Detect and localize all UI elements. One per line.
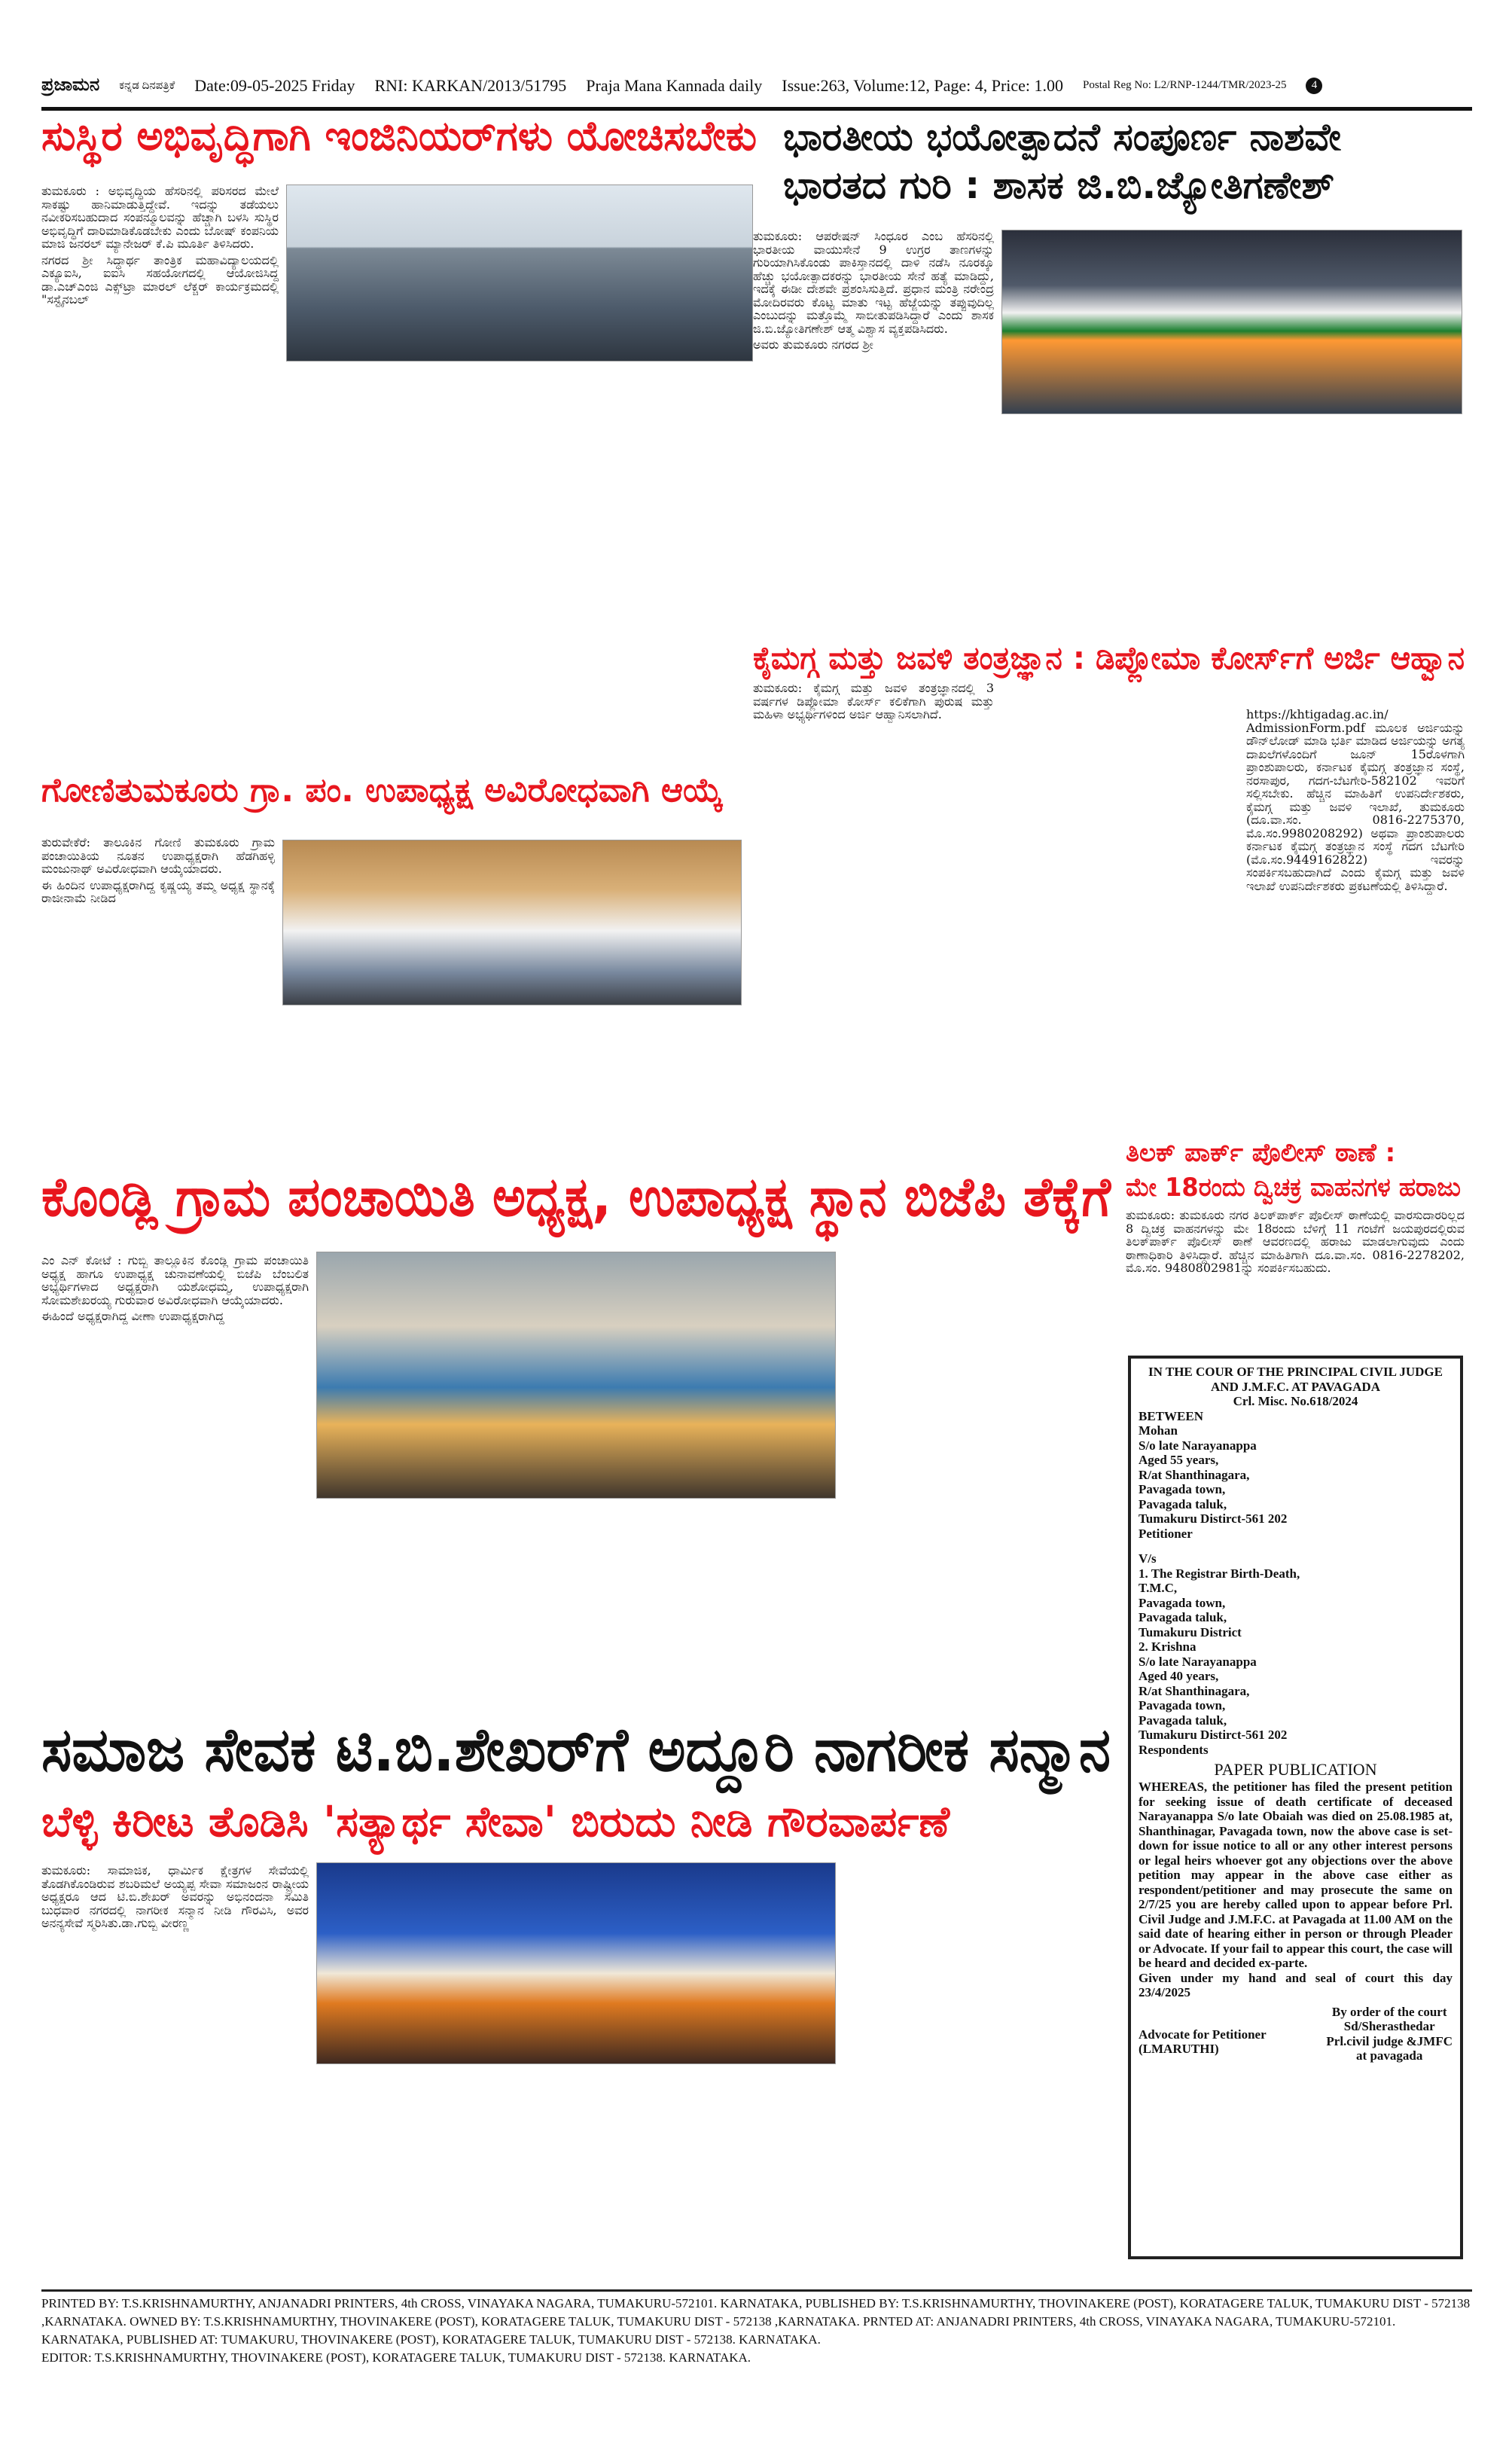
- paragraph: ತುಮಕೂರು: ಸಾಮಾಜಿಕ, ಧಾರ್ಮಿಕ ಕ್ಷೇತ್ರಗಳ ಸೇವೆಯಲ್ಲಿ ತೊಡಗಿಕೊಂಡಿರುವ ಶಬರಿಮಲೆ ಅಯ್ಯಪ್ಪ ಸೇವಾ ಸಮಾಜಂನ ರಾಷ್ಟ್ರೀಯ ಅಧ್ಯಕ್ಷರೂ ಆದ ಟಿ.ಬಿ.ಶೇಖರ್ ಅವರನ್ನು ಅಭಿನಂದನಾ ಸಮಿತಿ ಬುಧವಾರ ನಗರದಲ್ಲಿ ನಾಗರೀಕ ಸನ್ಮಾನ ನೀಡಿ ಗೌರವಿಸಿ, ಅವರ ಅನನ್ಯಸೇವೆ ಸ್ಮರಿಸಿತು.ಡಾ.ಗುಬ್ಬಿ ವೀರಣ್ಣ: [41, 1864, 309, 1930]
- headline-diploma: [753, 640, 1476, 676]
- photo-kondli-felicitation: [316, 1252, 836, 1499]
- line: Prl.civil judge &JMFC: [1326, 2033, 1453, 2048]
- paragraph: ತುಮಕೂರು: ಆಪರೇಷನ್ ಸಿಂಧೂರ ಎಂಬ ಹೆಸರಿನಲ್ಲಿ ಭಾರತೀಯ ವಾಯುಸೇನೆ 9 ಉಗ್ರರ ತಾಣಗಳನ್ನು ಗುರಿಯಾಗಿಸಿಕೊಂಡು ಪಾಕಿಸ್ತಾನದಲ್ಲಿ ದಾಳಿ ನಡೆಸಿ ನೂರಕ್ಕೂ ಹೆಚ್ಚು ಭಯೋತ್ಪಾದಕರನ್ನು ಭಾರತೀಯ ಸೇನೆ ಹತ್ಯೆ ಮಾಡಿದ್ದು, ಇದಕ್ಕೆ ಈಡೀ ದೇಶವೇ ಪ್ರಶಂಸಿಸುತ್ತಿದೆ. ಪ್ರಧಾನ ಮಂತ್ರಿ ನರೇಂದ್ರ ಮೋದಿರವರು ಕೊಟ್ಟ ಮಾತು ಇಟ್ಟ ಹೆಜ್ಜೆಯನ್ನು ತಪ್ಪುವುದಿಲ್ಲ ಎಂಬುದನ್ನು ಮತ್ತೊಮ್ಮೆ ಸಾಬೀತುಪಡಿಸಿದ್ದಾರೆ ಎಂದು ಶಾಸಕ ಜಿ.ಬಿ.ಜ್ಯೋತಿಗಣೇಶ್ ಆತ್ಮ ವಿಶ್ವಾಸ ವ್ಯಕ್ತಪಡಿಸಿದರು.: [753, 230, 994, 336]
- between-label: BETWEEN: [1139, 1408, 1203, 1423]
- headline-goni: [41, 772, 749, 810]
- headline-line: ಭಾರತೀಯ ಭಯೋತ್ಪಾದನೆ ಸಂಪೂರ್ಣ ನಾಶವೇ: [783, 115, 1341, 159]
- line: Pavagada town,: [1139, 1698, 1226, 1713]
- paragraph: ತುಮಕೂರು: ಕೈಮಗ್ಗ ಮತ್ತು ಜವಳಿ ತಂತ್ರಜ್ಞಾನದಲ್ಲಿ 3 ವರ್ಷಗಳ ಡಿಪ್ಲೋಮಾ ಕೋರ್ಸ್ ಕಲಿಕೆಗಾಗಿ ಪುರುಷ ಮತ್ತು ಮಹಿಳಾ ಅಭ್ಯರ್ಥಿಗಳಿಂದ ಅರ್ಜಿ ಆಹ್ವಾನಿಸಲಾಗಿದೆ.: [753, 682, 994, 721]
- issue-info: Issue:263, Volume:12, Page: 4, Price: 1.00: [782, 75, 1064, 95]
- line: Petitioner: [1139, 1526, 1193, 1541]
- tagline: ಕನ್ನಡ ದಿನಪತ್ರಿಕೆ: [119, 79, 175, 92]
- paragraph: ತುಮಕೂರು : ಅಭಿವೃದ್ಧಿಯ ಹೆಸರಿನಲ್ಲಿ ಪರಿಸರದ ಮೇಲೆ ಸಾಕಷ್ಟು ಹಾನಿಮಾಡುತ್ತಿದ್ದೇವೆ. ಇದನ್ನು ತಡೆಯಲು ನವೀಕರಿಸಬಹುದಾದ ಸಂಪನ್ಮೂಲವನ್ನು ಹೆಚ್ಚಾಗಿ ಬಳಸಿ ಸುಸ್ಥಿರ ಅಭಿವೃದ್ಧಿಗೆ ದಾರಿಮಾಡಿಕೊಡಬೇಕು ಎಂದು ಬೋಷ್ ಕಂಪನಿಯ ಮಾಜಿ ಜನರಲ್ ಮ್ಯಾನೇಜರ್ ಕೆ.ಪಿ ಮೂರ್ತಿ ತಿಳಿಸಿದರು.: [41, 185, 279, 251]
- line: 2. Krishna: [1139, 1639, 1196, 1654]
- notice-body: WHEREAS, the petitioner has filed the present petition for seeking issue of death certificate of deceased Narayanappa S/o late Obaiah was died on 25.08.1985 at, Shanthinagar, Pavagada town, now the above case is set-down for issue notice to all or any other interest persons or legal heirs whoever got any objections over the above petition may appear in the above case either as respondent/petitioner and may prosecute the same on 2/7/25 you are hereby called upon to appear before Prl. Civil Judge and J.M.F.C. at Pavagada at 11.00 AM on the said date of hearing either in person or through Pleader or Advocate. If your fail to appear this court, the case will be heard and decided ex-parte.: [1139, 1780, 1453, 1970]
- paragraph: ಈ ಹಿಂದಿನ ಉಪಾಧ್ಯಕ್ಷರಾಗಿದ್ದ ಕೃಷ್ಣಯ್ಯ ತಮ್ಮ ಅಧ್ಯಕ್ಷ ಸ್ಥಾನಕ್ಕೆ ರಾಜೀನಾಮೆ ನೀಡಿದ: [41, 877, 275, 905]
- respondent-block: [1139, 1566, 1453, 1758]
- imprint-footer: [41, 2289, 1472, 2367]
- article-operation-col1: [753, 230, 994, 625]
- line: R/at Shanthinagara,: [1139, 1467, 1250, 1482]
- paper-name: Praja Mana Kannada daily: [586, 75, 763, 95]
- headline-kondli: [41, 1166, 1111, 1228]
- article-tilak-body: [1126, 1209, 1465, 1352]
- editor-line: EDITOR: T.S.KRISHNAMURTHY, THOVINAKERE (POST), KORATAGERE TALUK, TUMAKURU DIST - 572138. KARNATAKA.: [41, 2350, 751, 2365]
- masthead-row: [41, 75, 1322, 96]
- court-order-block: [1326, 2005, 1453, 2063]
- headline-shekhar: [41, 1716, 1111, 1785]
- headline-line: ಭಾರತದ ಗುರಿ : ಶಾಸಕ ಜಿ.ಬಿ.ಜ್ಯೋತಿಗಣೇಶ್: [783, 163, 1335, 207]
- paragraph: ತುಮಕೂರು: ತುಮಕೂರು ನಗರ ತಿಲಕ್‌ಪಾರ್ಕ್ ಪೊಲೀಸ್ ಠಾಣೆಯಲ್ಲಿ ವಾರಸುದಾರರಿಲ್ಲದ 8 ದ್ವಿಚಕ್ರ ವಾಹನಗಳನ್ನು ಮೇ 18ರಂದು ಬೆಳಿಗ್ಗೆ 11 ಗಂಟೆಗೆ ಜಯಪುರದಲ್ಲಿರುವ ತಿಲಕ್‌ಪಾರ್ಕ್ ಪೊಲೀಸ್ ಠಾಣೆ ಆವರಣದಲ್ಲಿ ಹರಾಜು ಮಾಡಲಾಗುವುದು ಎಂದು ಠಾಣಾಧಿಕಾರಿ ತಿಳಿಸಿದ್ದಾರೆ. ಹೆಚ್ಚಿನ ಮಾಹಿತಿಗಾಗಿ ದೂ.ವಾ.ಸಂ. 0816-2278202, ಮೊ.ಸಂ. 9480802981ನ್ನು ಸಂಪರ್ಕಿಸಬಹುದು.: [1126, 1209, 1465, 1275]
- case-number: Crl. Misc. No.618/2024: [1233, 1394, 1358, 1408]
- rni-number: RNI: KARKAN/2013/51795: [374, 75, 567, 95]
- line: Aged 40 years,: [1139, 1669, 1219, 1683]
- paragraph: https://khtigadag.ac.in/ AdmissionForm.pdf ಮೂಲಕ ಅರ್ಜಿಯನ್ನು ಡೌನ್‌ಲೋಡ್ ಮಾಡಿ ಭರ್ತಿ ಮಾಡಿದ ಅರ್ಜಿಯನ್ನು ಅಗತ್ಯ ದಾಖಲೆಗಳೊಂದಿಗೆ ಜೂನ್ 15ರೊಳಗಾಗಿ ಪ್ರಾಂಶುಪಾಲರು, ಕರ್ನಾಟಕ ಕೈಮಗ್ಗ ತಂತ್ರಜ್ಞಾನ ಸಂಸ್ಥೆ, ನರಸಾಪುರ, ಗದಗ-ಬೆಟಗೇರಿ-582102 ಇವರಿಗೆ ಸಲ್ಲಿಸಬೇಕು. ಹೆಚ್ಚಿನ ಮಾಹಿತಿಗೆ ಉಪನಿರ್ದೇಶಕರು, ಕೈಮಗ್ಗ ಮತ್ತು ಜವಳಿ ಇಲಾಖೆ, ತುಮಕೂರು (ದೂ.ವಾ.ಸಂ. 0816-2275370, ಮೊ.ಸಂ.9980208292) ಅಥವಾ ಪ್ರಾಂಶುಪಾಲರು ಕರ್ನಾಟಕ ಕೈಮಗ್ಗ ತಂತ್ರಜ್ಞಾನ ಸಂಸ್ಥೆ ಗದಗ ಬೆಟಗೇರಿ (ಮೊ.ಸಂ.9449162822) ಇವರನ್ನು ಸಂಪರ್ಕಿಸಬಹುದಾಗಿದೆ ಎಂದು ಕೈಮಗ್ಗ ಮತ್ತು ಜವಳಿ ಇಲಾಖೆ ಉಪನಿರ್ದೇಶಕರು ಪ್ರಕಟಣೆಯಲ್ಲಿ ತಿಳಿಸಿದ್ದಾರೆ.: [1246, 708, 1465, 893]
- line: Tumakuru Distirct-561 202: [1139, 1511, 1288, 1526]
- paragraph: ಈಹಿಂದೆ ಅಧ್ಯಕ್ಷರಾಗಿದ್ದ ವೀಣಾ ಉಪಾಧ್ಯಕ್ಷರಾಗಿದ್ದ: [41, 1309, 224, 1323]
- masthead: [41, 75, 1472, 105]
- legal-notice-box: [1128, 1356, 1463, 2259]
- paragraph: ಎಂ ಎನ್ ಕೋಟೆ : ಗುಬ್ಬಿ ತಾಲ್ಲೂಕಿನ ಕೊಂಡ್ಲಿ ಗ್ರಾಮ ಪಂಚಾಯಿತಿ ಅಧ್ಯಕ್ಷ ಹಾಗೂ ಉಪಾಧ್ಯಕ್ಷ ಚುನಾವಣೆಯಲ್ಲಿ ಬಿಜೆಪಿ ಬೆಂಬಲಿತ ಅಭ್ಯರ್ಥಿಗಳಾದ ಅಧ್ಯಕ್ಷರಾಗಿ ಯಶೋಧಮ್ಮ, ಉಪಾಧ್ಯಕ್ಷರಾಗಿ ಸೋಮಶೇಖರಯ್ಯ ಗುರುವಾರ ಅವಿರೋಧವಾಗಿ ಆಯ್ಕೆಯಾದರು.: [41, 1254, 309, 1307]
- headline-text: ಕೈಮಗ್ಗ ಮತ್ತು ಜವಳಿ ತಂತ್ರಜ್ಞಾನ : ಡಿಪ್ಲೋಮಾ ಕೋರ್ಸ್‌ಗೆ ಅರ್ಜಿ ಆಹ್ವಾನ: [753, 639, 1465, 676]
- article-shekhar-col1: [41, 1864, 309, 2271]
- line: S/o late Narayanappa: [1139, 1438, 1257, 1453]
- headline-operation: [783, 113, 1476, 209]
- masthead-rule: [41, 107, 1472, 111]
- imprint-line: PRINTED BY: T.S.KRISHNAMURTHY, ANJANADRI PRINTERS, 4th CROSS, VINAYAKA NAGARA, TUMAKURU-572101. KARNATAKA, PUBLISHED BY: T.S.KRISHNAMURTHY, THOVINAKERE (POST), KORATAGERE TALUK, TUMAKURU DIST - 572138 ,KARNATAKA. OWNED BY: T.S.KRISHNAMURTHY, THOVINAKERE (POST), KORATAGERE TALUK, TUMAKURU DIST - 572138 ,KARNATAKA. PRNTED AT: ANJANADRI PRINTERS, 4th CROSS, VINAYAKA NAGARA, TUMAKURU-572101. KARNATAKA, PUBLISHED AT: TUMAKURU, THOVINAKERE (POST), KORATAGERE TALUK, TUMAKURU DIST - 572138. KARNATAKA.: [41, 2296, 1471, 2347]
- line: Tumakuru District: [1139, 1624, 1242, 1639]
- postal-reg: Postal Reg No: L2/RNP-1244/TMR/2023-25: [1083, 79, 1287, 91]
- paragraph: ನಗರದ ಶ್ರೀ ಸಿದ್ಧಾರ್ಥ ತಾಂತ್ರಿಕ ಮಹಾವಿದ್ಯಾಲಯದಲ್ಲಿ ಎಕ್ಯೂಐಸಿ, ಐಐಸಿ ಸಹಯೋಗದಲ್ಲಿ ಆಯೋಜಿಸಿದ್ದ ಡಾ.ಎಚ್‌ಎಂಜಿ ಎಕ್ಸ್‌ಟ್ರಾ ಮಾರಲ್ ಲೆಕ್ಚರ್ ಕಾರ್ಯಕ್ರಮದಲ್ಲಿ "ಸಸ್ಟೈನಬಲ್: [41, 252, 279, 307]
- line: S/o late Narayanappa: [1139, 1654, 1257, 1669]
- photo-flag-rally: [1001, 230, 1462, 414]
- headline-line: ತಿಲಕ್ ಪಾರ್ಕ್ ಪೊಲೀಸ್ ಠಾಣೆ :: [1126, 1138, 1396, 1168]
- photo-goni-panchayat: [282, 840, 742, 1005]
- article-diploma-col3: [1246, 708, 1465, 1130]
- line: 1. The Registrar Birth-Death,: [1139, 1566, 1300, 1581]
- subheadline-shekhar: [41, 1798, 1111, 1847]
- line: T.M.C,: [1139, 1581, 1178, 1595]
- issue-date: Date:09-05-2025 Friday: [194, 75, 355, 95]
- line: Mohan: [1139, 1423, 1178, 1438]
- notice-given: Given under my hand and seal of court this day 23/4/2025: [1139, 1970, 1453, 1999]
- photo-shekhar-felicitation: [316, 1862, 836, 2064]
- line: Tumakuru Distirct-561 202: [1139, 1728, 1288, 1742]
- line: By order of the court: [1331, 2004, 1447, 2019]
- headline-text: ಗೋಣಿತುಮಕೂರು ಗ್ರಾ. ಪಂ. ಉಪಾಧ್ಯಕ್ಷ ಅವಿರೋಧವಾಗಿ ಆಯ್ಕೆ: [41, 771, 724, 810]
- line: Sd/Sherasthedar: [1343, 2019, 1435, 2033]
- notice-title: PAPER PUBLICATION: [1214, 1760, 1377, 1779]
- court-name: IN THE COUR OF THE PRINCIPAL CIVIL JUDGE AND J.M.F.C. AT PAVAGADA: [1148, 1365, 1443, 1394]
- line: Pavagada taluk,: [1139, 1496, 1227, 1511]
- headline-line: ಮೇ 18ರಂದು ದ್ವಿಚಕ್ರ ವಾಹನಗಳ ಹರಾಜು: [1126, 1173, 1461, 1203]
- subheadline-text: ಬೆಳ್ಳಿ ಕಿರೀಟ ತೊಡಿಸಿ 'ಸತ್ಯಾರ್ಥ ಸೇವಾ' ಬಿರುದು ನೀಡಿ ಗೌರವಾರ್ಪಣೆ: [41, 1798, 950, 1847]
- headline-tilak: [1126, 1136, 1465, 1205]
- article-diploma-col1: [753, 682, 994, 1133]
- line: Pavagada town,: [1139, 1482, 1226, 1496]
- line: R/at Shanthinagara,: [1139, 1683, 1250, 1698]
- signature-block: [1139, 2005, 1453, 2063]
- headline-text: ಸಮಾಜ ಸೇವಕ ಟಿ.ಬಿ.ಶೇಖರ್‌ಗೆ ಅದ್ದೂರಿ ನಾಗರೀಕ ಸನ್ಮಾನ: [41, 1715, 1111, 1785]
- headline-engineers: [41, 113, 757, 160]
- photo-engineers-event: [286, 185, 753, 361]
- article-engineers-col1: [41, 185, 279, 787]
- paragraph: ತುರುವೇಕೆರೆ: ತಾಲೂಕಿನ ಗೋಣಿ ತುಮಕೂರು ಗ್ರಾಮ ಪಂಚಾಯಿತಿಯ ನೂತನ ಉಪಾಧ್ಯಕ್ಷರಾಗಿ ಹೆಡಗಿಹಳ್ಳಿ ಮಂಜುನಾಥ್ ಅವಿರೋಧವಾಗಿ ಆಯ್ಕೆಯಾದರು.: [41, 836, 275, 876]
- advocate-label: Advocate for Petitioner: [1139, 2027, 1267, 2042]
- line: Aged 55 years,: [1139, 1453, 1219, 1467]
- versus-label: V/s: [1139, 1551, 1157, 1566]
- article-goni-col1: [41, 836, 275, 1152]
- advocate-name: (LMARUTHI): [1139, 2042, 1219, 2056]
- article-kondli-col1: [41, 1254, 309, 1706]
- headline-text: ಕೊಂಡ್ಲಿ ಗ್ರಾಮ ಪಂಚಾಯಿತಿ ಅಧ್ಯಕ್ಷ, ಉಪಾಧ್ಯಕ್ಷ ಸ್ಥಾನ ಬಿಜೆಪಿ ತೆಕ್ಕೆಗೆ: [41, 1165, 1111, 1228]
- line: at pavagada: [1356, 2048, 1423, 2063]
- petitioner-block: [1139, 1423, 1453, 1541]
- advocate-block: [1139, 2005, 1267, 2063]
- line: Pavagada taluk,: [1139, 1713, 1227, 1728]
- headline-text: ಸುಸ್ಥಿರ ಅಭಿವೃದ್ಧಿಗಾಗಿ ಇಂಜಿನಿಯರ್‌ಗಳು ಯೋಚಿಸಬೇಕು: [41, 112, 757, 160]
- line: Respondents: [1139, 1742, 1209, 1757]
- line: Pavagada town,: [1139, 1595, 1226, 1610]
- newspaper-logo: ಪ್ರಜಾಮನ: [41, 75, 100, 95]
- line: Pavagada taluk,: [1139, 1610, 1227, 1624]
- page-number-badge: 4: [1306, 78, 1322, 94]
- paragraph: ಅವರು ತುಮಕೂರು ನಗರದ ಶ್ರೀ: [753, 337, 873, 352]
